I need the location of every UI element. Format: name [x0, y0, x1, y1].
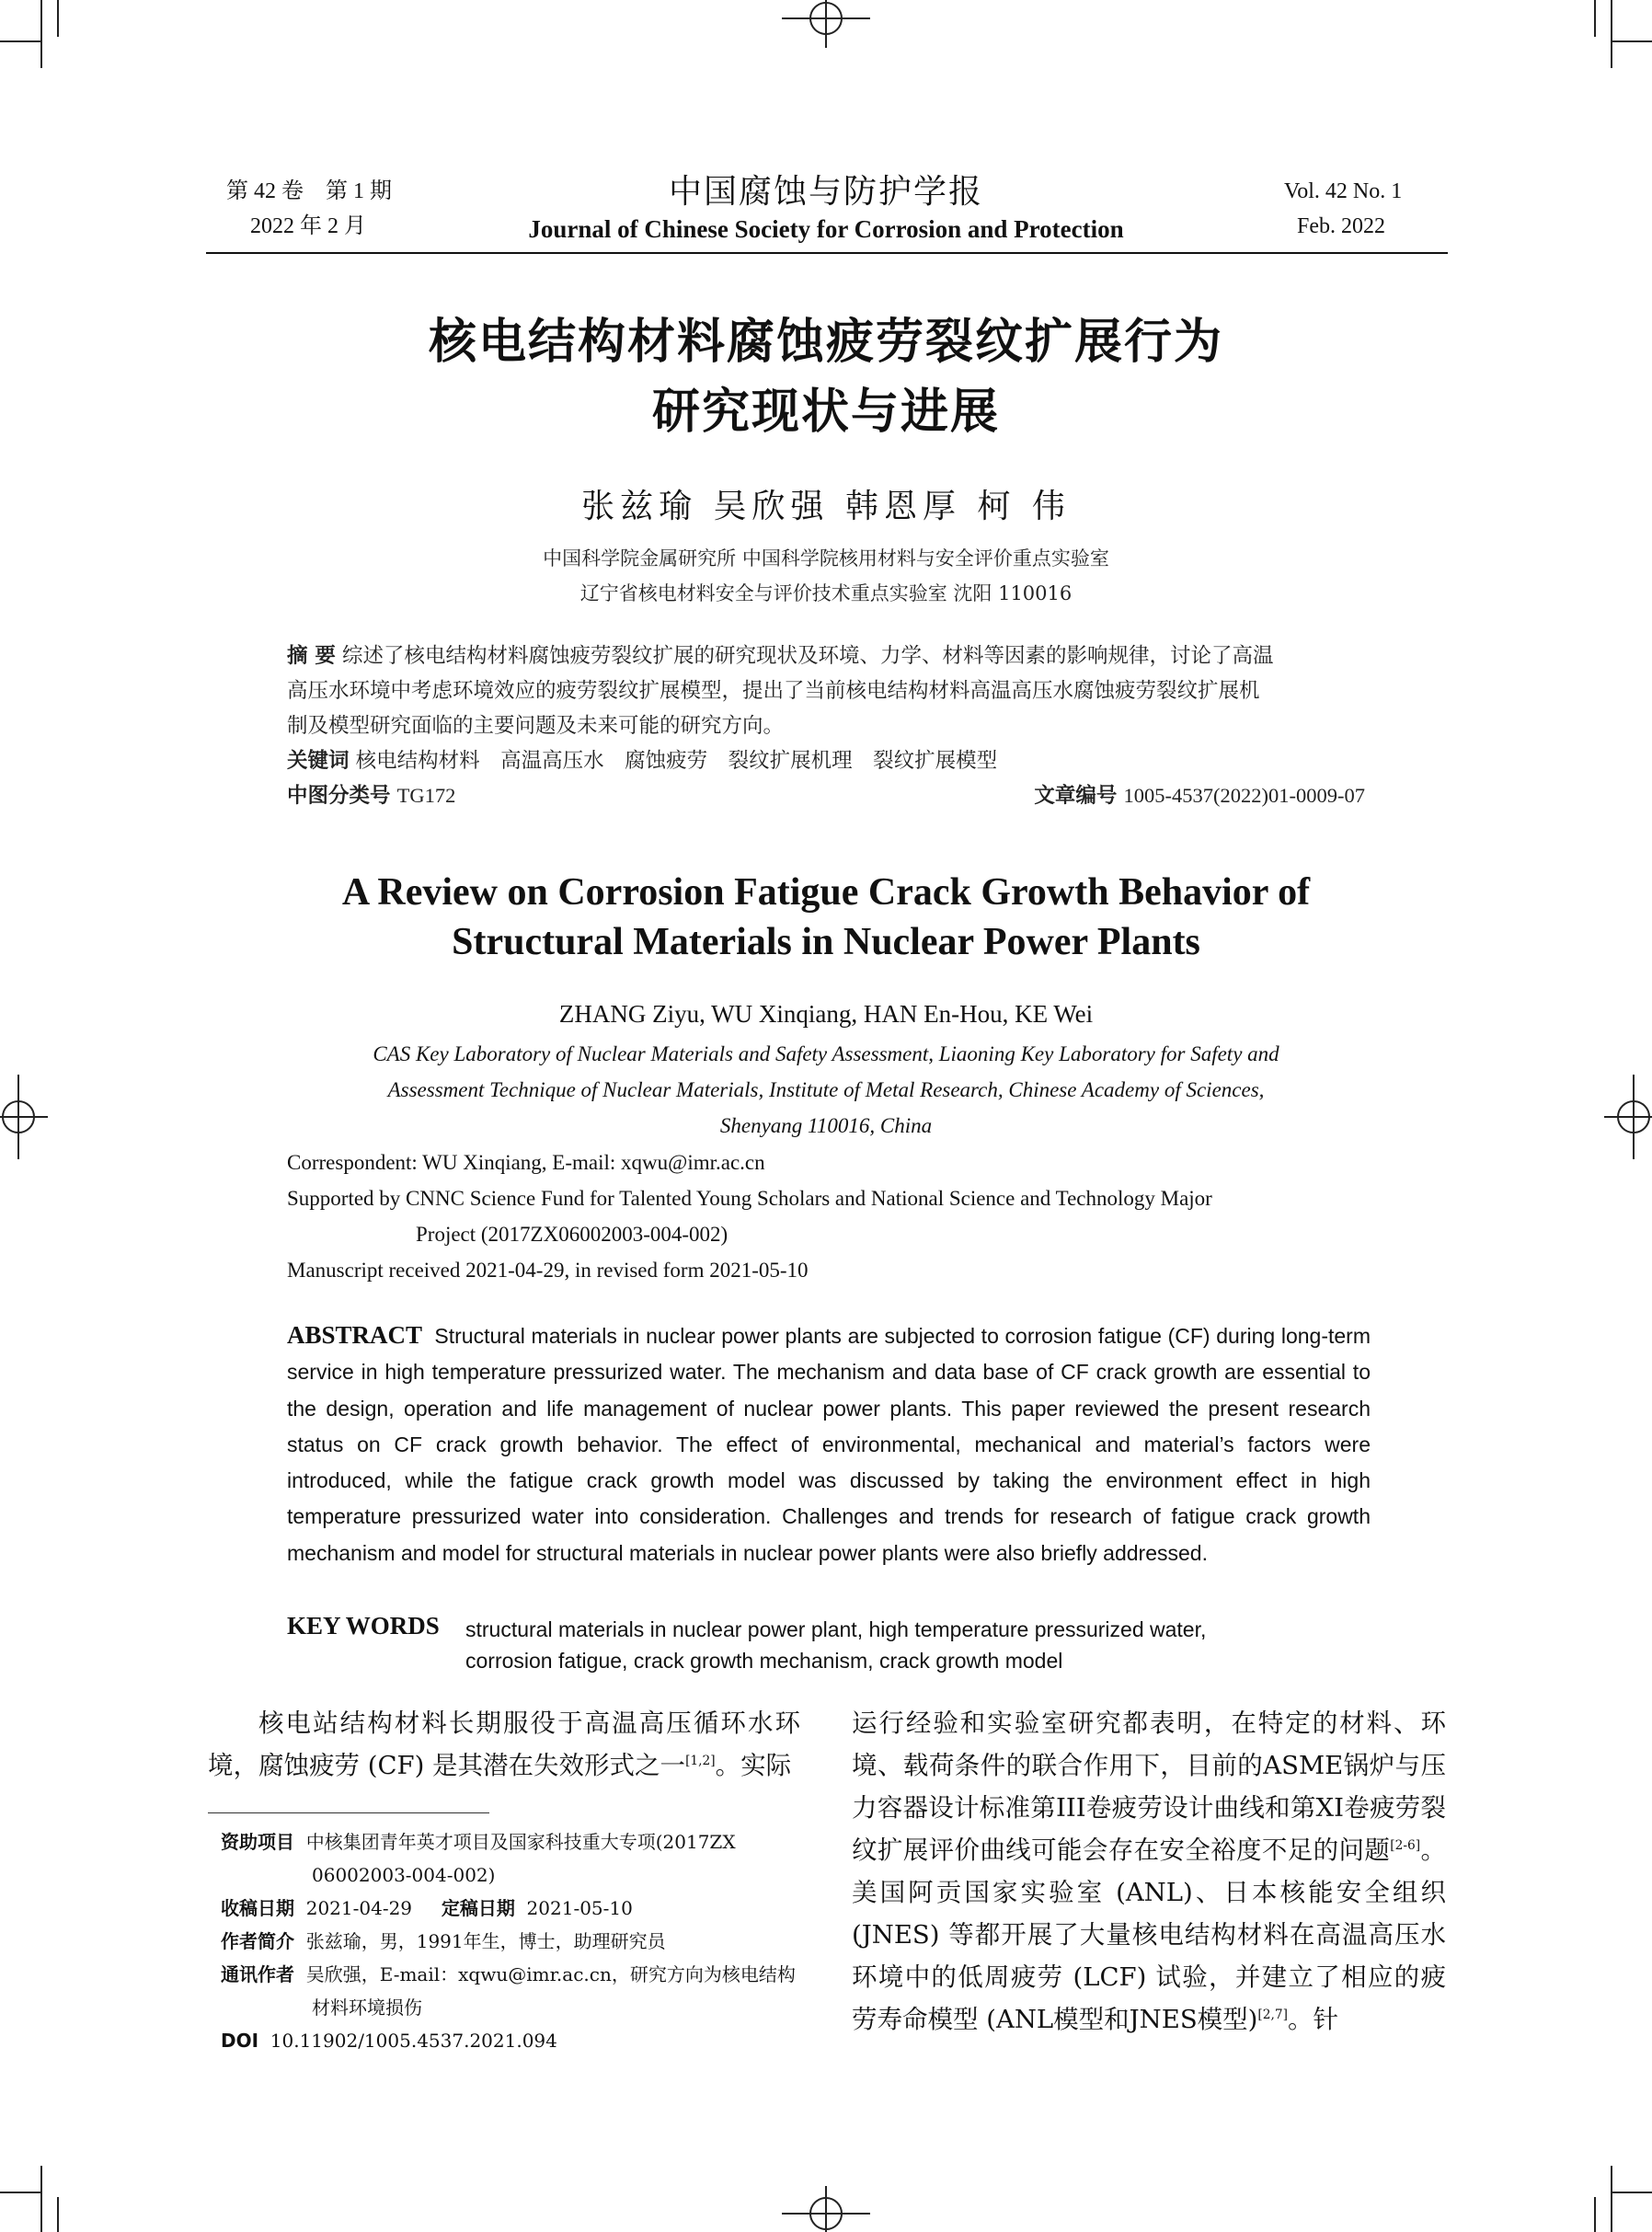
correspondent: Correspondent: WU Xinqiang, E-mail: xqwu@imr.ac.cn [287, 1151, 765, 1174]
fund-label: 资助项目 [221, 1831, 294, 1853]
authors-en: ZHANG Ziyu, WU Xinqiang, HAN En-Hou, KE Wei [558, 1000, 1094, 1028]
article-title-en-line2: Structural Materials in Nuclear Power Plants [452, 921, 1200, 963]
abstract-cn-line1: 综述了核电结构材料腐蚀疲劳裂纹扩展的研究现状及环境、力学、材料等因素的影响规律，讨论了高温 [342, 644, 1274, 668]
affiliation-cn-line2: 辽宁省核电材料安全与评价技术重点实验室 沈阳 110016 [579, 582, 1073, 604]
keywords-cn-label: 关键词 [287, 749, 350, 773]
manuscript-dates: Manuscript received 2021-04-29, in revised form 2021-05-10 [287, 1259, 809, 1282]
abstract-cn-line2: 高压水环境中考虑环境效应的疲劳裂纹扩展模型，提出了当前核电结构材料高温高压水腐蚀疲劳裂纹扩展机 [287, 679, 1260, 703]
abstract-cn-label: 摘 要 [287, 644, 336, 668]
author-bio-label: 作者简介 [221, 1930, 294, 1952]
citation: [1,2] [685, 1753, 716, 1768]
article-title-cn-line2: 研究现状与进展 [651, 385, 1000, 440]
fund-line1: 中核集团青年英才项目及国家科技重大专项(2017ZX [305, 1831, 736, 1853]
header-volume-issue-en: Vol. 42 No. 1 [1284, 179, 1403, 203]
article-number-label: 文章编号 [1034, 784, 1118, 808]
affiliation-en-line1: CAS Key Laboratory of Nuclear Materials and Safety Assessment, Liaoning Key Laboratory for Safety and [373, 1042, 1279, 1065]
abstract-en [287, 1317, 1371, 1571]
header-date-cn: 2022 年 2 月 [250, 214, 366, 238]
revised-label: 定稿日期 [441, 1897, 515, 1919]
received-label: 收稿日期 [221, 1897, 294, 1919]
abstract-en-text: Structural materials in nuclear power plants are subjected to corrosion fatigue (CF) during long-term service in high temperature pressurized water. The mechanism and data base of CF crack growth are essential to the design, operation and life management of nuclear power plants. This paper reviewed the present research status on CF crack growth behavior. The effect of environmental, mechanical and material’s factors were introduced, while the fatigue crack growth model was discussed by taking the environment effect in high temperature pressurized water into consideration. Challenges and trends for research of fatigue crack growth mechanism and model for structural materials in nuclear power plants were also briefly addressed. [287, 1324, 1371, 1565]
citation: [2,7] [1257, 2007, 1288, 2022]
abstract-cn [287, 639, 1365, 813]
article-meta-en [287, 1145, 1391, 1288]
affiliation-cn [320, 541, 1332, 611]
footnote-rule [208, 1812, 489, 1813]
clc-number: TG172 [396, 784, 456, 807]
fund-line2: 06002003-004-002) [312, 1864, 496, 1886]
citation: [2-6] [1390, 1837, 1421, 1853]
clc-label: 中图分类号 [287, 784, 391, 808]
affiliation-cn-line1: 中国科学院金属研究所 中国科学院核用材料与安全评价重点实验室 [543, 547, 1109, 570]
support-line1: Supported by CNNC Science Fund for Talented Young Scholars and National Science and Technology Major [287, 1187, 1212, 1210]
revised-date: 2021-05-10 [526, 1897, 633, 1919]
corr-author-label: 通讯作者 [221, 1963, 294, 1985]
authors-cn: 张兹瑜 吴欣强 韩恩厚 柯 伟 [581, 488, 1071, 525]
article-number: 1005-4537(2022)01-0009-07 [1123, 784, 1365, 807]
journal-title-cn: 中国腐蚀与防护学报 [668, 173, 983, 211]
author-bio: 张兹瑜，男，1991年生，博士，助理研究员 [305, 1930, 666, 1952]
keywords-en-line1: structural materials in nuclear power plant, high temperature pressurized water, [465, 1617, 1207, 1641]
body-left-text-end: 。实际 [715, 1751, 792, 1780]
footnotes [221, 1825, 809, 2057]
affiliation-en [274, 1036, 1378, 1144]
corr-author-line1: 吴欣强，E-mail：xqwu@imr.ac.cn，研究方向为核电结构 [305, 1963, 796, 1985]
doi-label: DOI [221, 2030, 259, 2052]
journal-title-en: Journal of Chinese Society for Corrosion and Protection [528, 215, 1124, 243]
keywords-en-line2: corrosion fatigue, crack growth mechanism, crack growth model [465, 1649, 1063, 1673]
article-title-en-line1: A Review on Corrosion Fatigue Crack Growth Behavior of [341, 871, 1311, 914]
abstract-cn-line3: 制及模型研究面临的主要问题及未来可能的研究方向。 [287, 714, 785, 738]
keywords-cn: 核电结构材料 高温高压水 腐蚀疲劳 裂纹扩展机理 裂纹扩展模型 [355, 749, 998, 773]
affiliation-en-line3: Shenyang 110016, China [719, 1114, 933, 1137]
keywords-en-label: KEY WORDS [287, 1612, 440, 1639]
header-date-en: Feb. 2022 [1297, 214, 1385, 238]
body-left-paragraph [208, 1702, 800, 1787]
body-right-text1: 运行经验和实验室研究都表明，在特定的材料、环境、载荷条件的联合作用下，目前的ASME锅炉与压力容器设计标准第III卷疲劳设计曲线和第XI卷疲劳裂纹扩展评价曲线可能会存在安全裕度不足的问题 [852, 1709, 1446, 1865]
support-line2: Project (2017ZX06002003-004-002) [416, 1223, 728, 1246]
body-right-text2: 。美国阿贡国家实验室 (ANL)、日本核能安全组织 (JNES) 等都开展了大量核电结构材料在高温高压水环境中的低周疲劳 (LCF) 试验，并建立了相应的疲劳寿命模型 (ANL模型和JNES模型) [852, 1835, 1447, 2034]
body-right-text-end: 。针 [1288, 2005, 1338, 2034]
article-title-en [228, 868, 1424, 967]
header-volume-issue-cn: 第 42 卷 第 1 期 [226, 179, 392, 203]
body-left-text: 核电站结构材料长期服役于高温高压循环水环境，腐蚀疲劳 (CF) 是其潜在失效形式之一 [208, 1709, 800, 1780]
affiliation-en-line2: Assessment Technique of Nuclear Materials, Institute of Metal Research, Chinese Academy of Sciences, [387, 1078, 1265, 1101]
article-title-cn [274, 307, 1378, 447]
abstract-en-label: ABSTRACT [287, 1321, 423, 1349]
header-rule [206, 252, 1448, 254]
corr-author-line2: 材料环境损伤 [312, 1996, 422, 2019]
received-date: 2021-04-29 [305, 1897, 413, 1919]
body-right-paragraph [852, 1702, 1446, 2041]
article-title-cn-line1: 核电结构材料腐蚀疲劳裂纹扩展行为 [428, 315, 1223, 370]
doi: 10.11902/1005.4537.2021.094 [270, 2030, 557, 2052]
